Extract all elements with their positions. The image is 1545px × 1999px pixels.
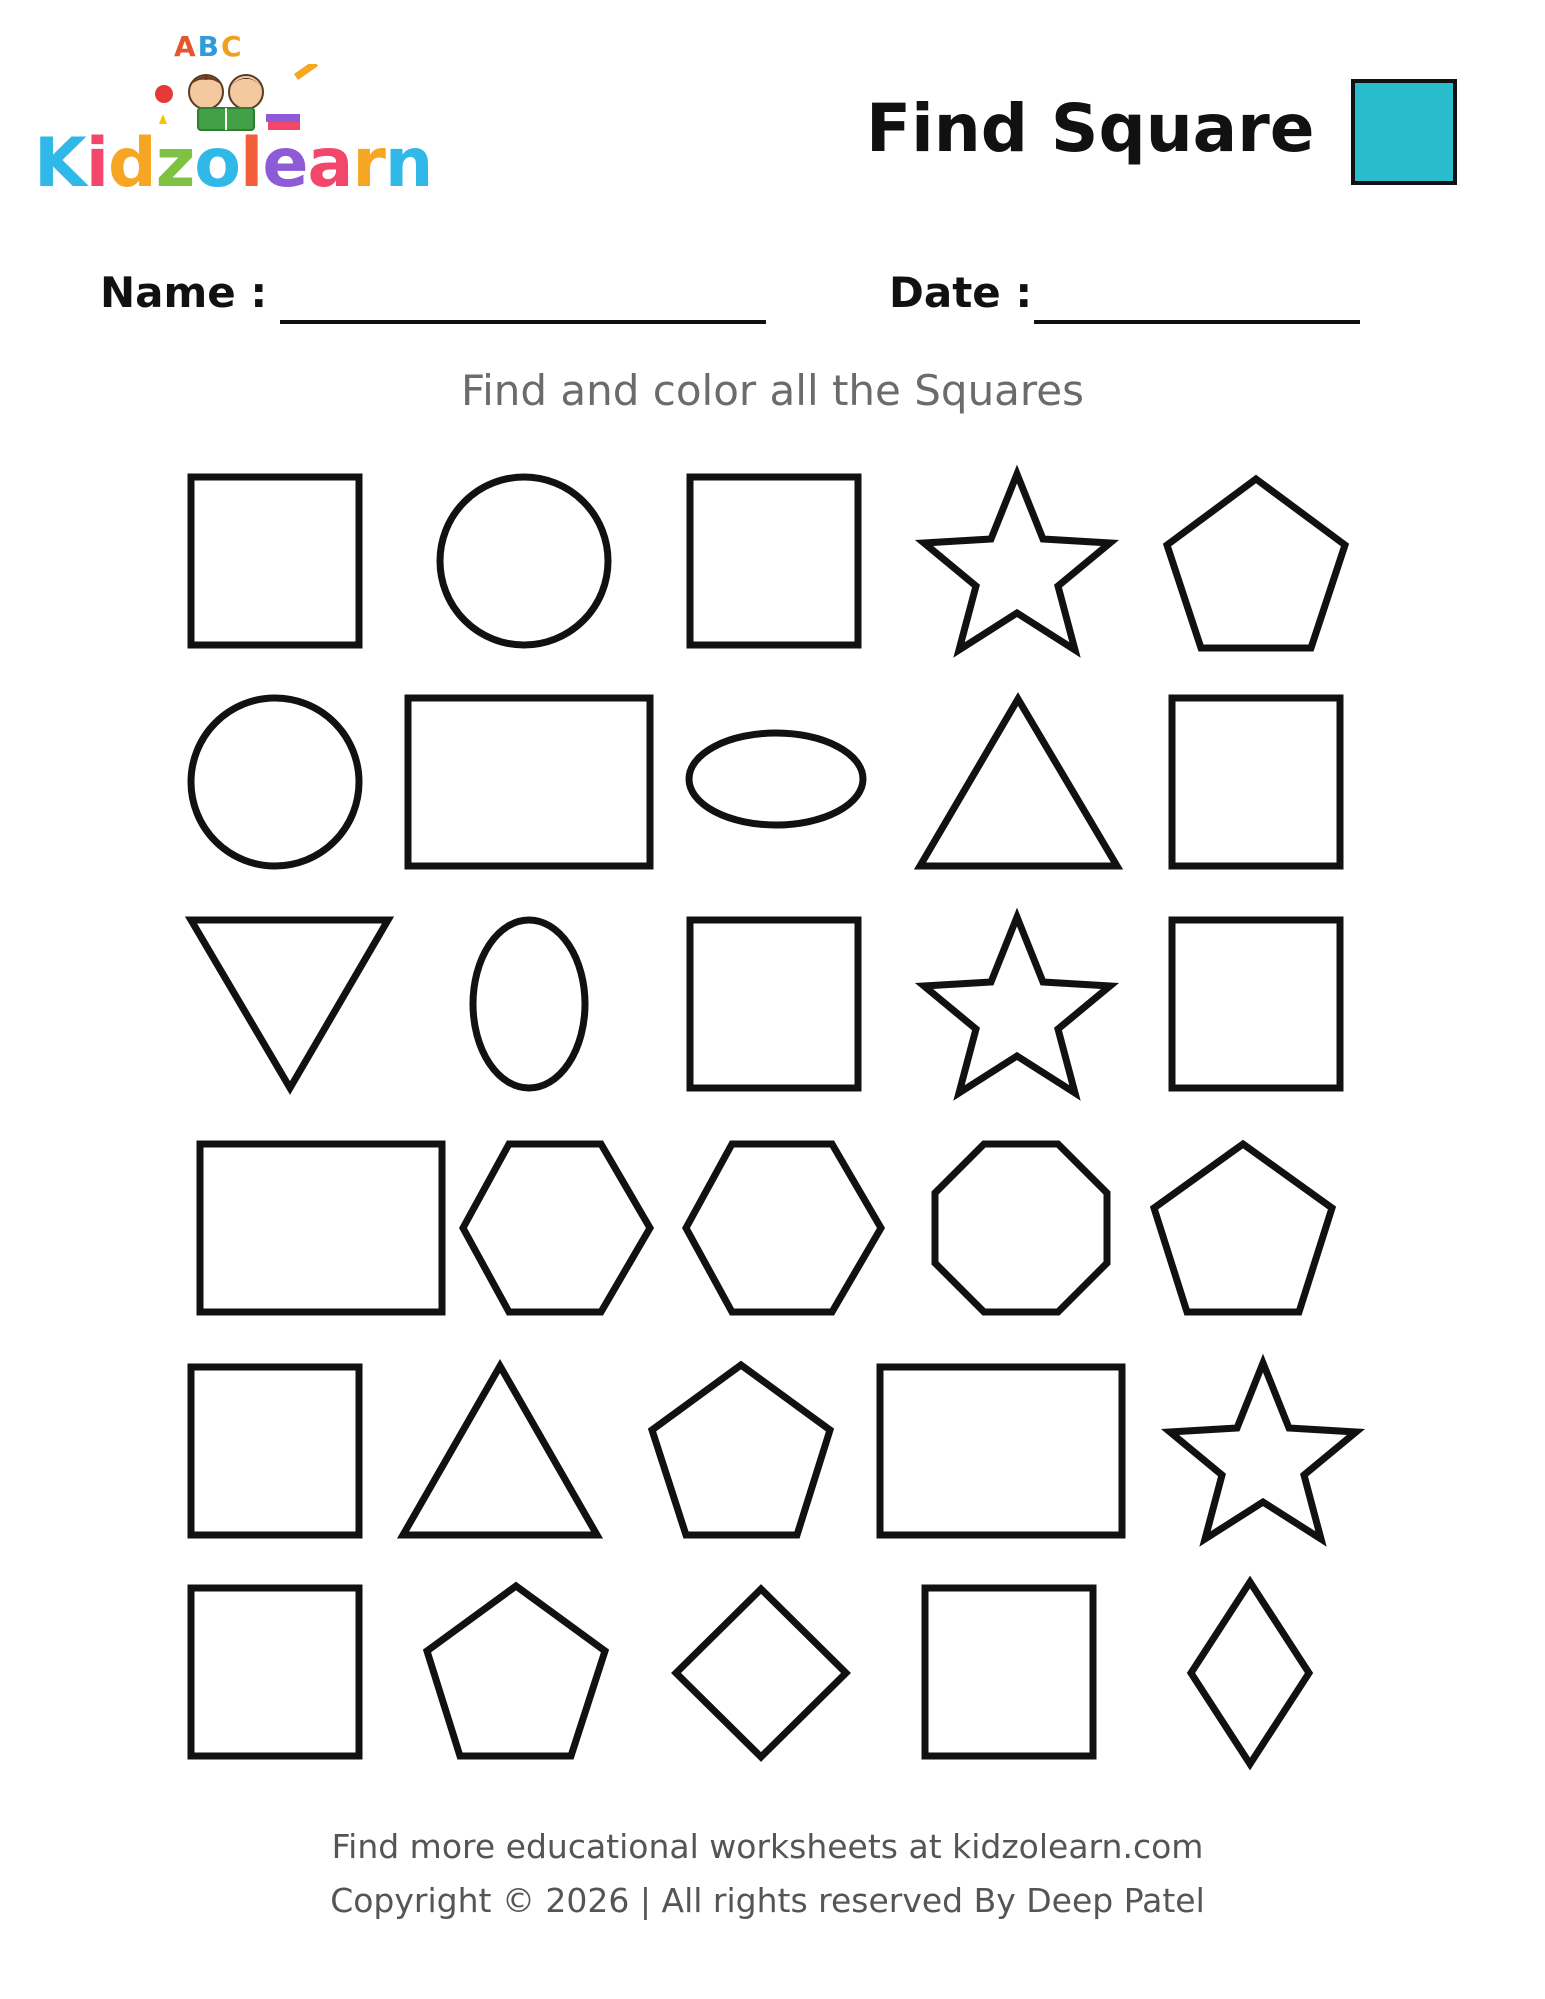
- shape-ellipse-r2c3[interactable]: [689, 733, 863, 825]
- shape-star-r1c4[interactable]: [924, 474, 1110, 650]
- shape-star-r3c4[interactable]: [924, 917, 1110, 1093]
- shape-rectangle-r5c4[interactable]: [880, 1367, 1122, 1535]
- instruction-text: Find and color all the Squares: [461, 366, 1084, 415]
- shape-square-r6c4[interactable]: [925, 1588, 1093, 1756]
- shape-square-r3c5[interactable]: [1172, 920, 1340, 1088]
- shape-rectangle-r2c2[interactable]: [408, 698, 650, 866]
- shape-triangle-r2c4[interactable]: [920, 699, 1117, 866]
- logo-letter: n: [384, 124, 433, 203]
- shape-diamond-r6c3[interactable]: [676, 1589, 846, 1757]
- shape-square-r1c1[interactable]: [191, 477, 359, 645]
- shape-square-r1c3[interactable]: [690, 477, 858, 645]
- shape-square-r3c3[interactable]: [690, 920, 858, 1088]
- shape-pentagon-r6c2[interactable]: [427, 1586, 605, 1756]
- page-title: Find Square: [866, 90, 1315, 167]
- shape-hexagon-r4c3[interactable]: [686, 1144, 881, 1312]
- logo-letter-b: B: [197, 30, 222, 63]
- shape-pentagon-r1c5[interactable]: [1167, 479, 1345, 648]
- shape-rectangle-r4c1[interactable]: [200, 1144, 442, 1312]
- logo-letter: i: [85, 124, 109, 203]
- logo-letter: d: [108, 124, 156, 203]
- footer-website-text: Find more educational worksheets at kidzolearn.com: [331, 1827, 1204, 1866]
- logo-letter: r: [352, 124, 385, 203]
- shape-pentagon-r4c5[interactable]: [1154, 1144, 1332, 1312]
- logo-letter: z: [155, 124, 195, 203]
- shape-rhombus-r6c5[interactable]: [1191, 1582, 1309, 1764]
- logo-letter: e: [262, 124, 308, 203]
- shape-vertical-ellipse-r3c2[interactable]: [473, 920, 585, 1088]
- shape-square-r2c5[interactable]: [1172, 698, 1340, 866]
- shape-triangle-r5c2[interactable]: [403, 1366, 597, 1535]
- logo-letter: a: [307, 124, 353, 203]
- shape-square-r5c1[interactable]: [191, 1367, 359, 1535]
- footer-copyright-text: Copyright © 2026 | All rights reserved By Deep Patel: [330, 1881, 1205, 1920]
- logo-letter-a: A: [174, 30, 198, 63]
- logo-letter: o: [194, 124, 240, 203]
- logo-letter-c: C: [221, 30, 244, 63]
- shape-circle-r2c1[interactable]: [191, 698, 359, 866]
- shape-square-r6c1[interactable]: [191, 1588, 359, 1756]
- shape-star-r5c5[interactable]: [1170, 1363, 1356, 1539]
- logo-letter: l: [240, 124, 263, 203]
- shape-circle-r1c2[interactable]: [440, 477, 608, 645]
- name-label: Name :: [100, 268, 268, 317]
- date-label: Date :: [889, 268, 1033, 317]
- logo-letter: K: [34, 124, 86, 203]
- shape-hexagon-r4c2[interactable]: [463, 1144, 650, 1312]
- shape-octagon-r4c4[interactable]: [935, 1144, 1107, 1312]
- shape-pentagon-r5c3[interactable]: [652, 1365, 830, 1535]
- shape-inverted-triangle-r3c1[interactable]: [191, 920, 388, 1088]
